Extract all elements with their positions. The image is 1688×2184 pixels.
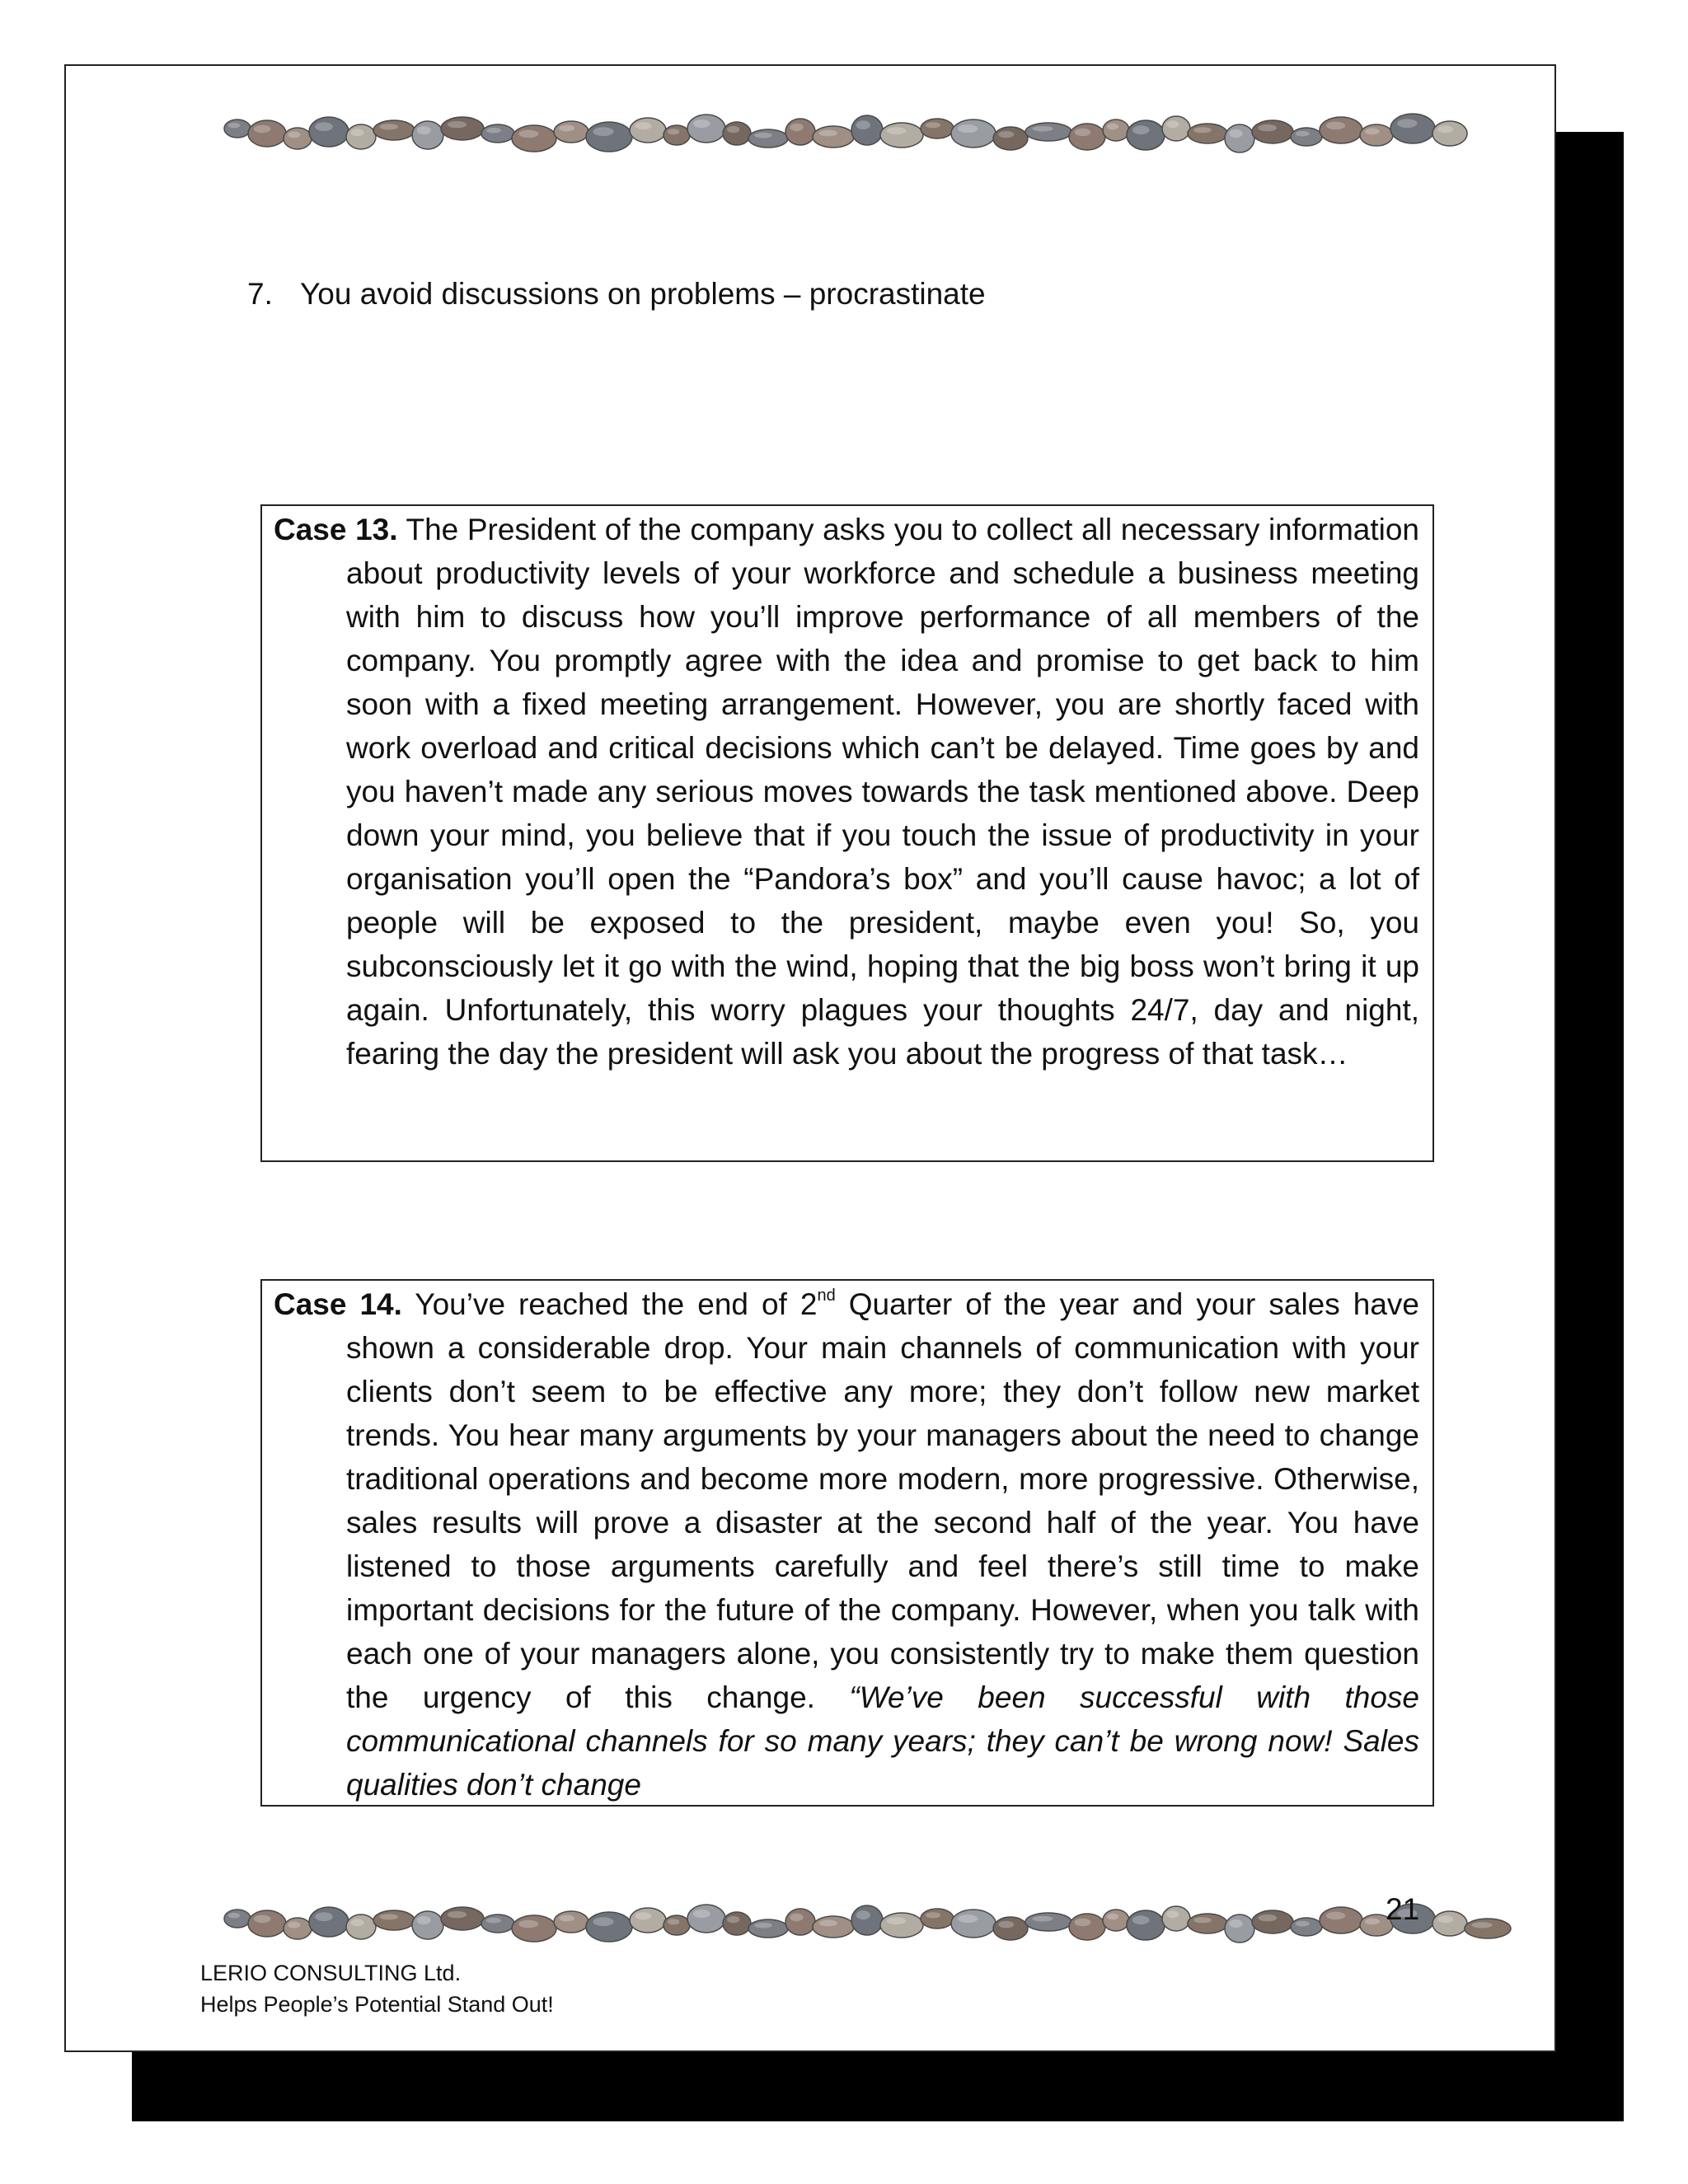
list-item-number: 7. [247, 277, 273, 311]
pebble-highlight [635, 1912, 652, 1919]
pebble [284, 128, 312, 149]
pebble [1432, 121, 1467, 146]
pebble-highlight [1437, 1915, 1453, 1923]
pebble-highlight [1259, 124, 1278, 131]
pebble-highlight [380, 124, 399, 129]
pebble [663, 1915, 690, 1935]
pebble-border-bottom [206, 1889, 1525, 1955]
pebble [441, 117, 484, 140]
pebble [1225, 124, 1254, 152]
pebble [1225, 1915, 1254, 1943]
document-page [64, 64, 1556, 2052]
pebble-highlight [1166, 1910, 1179, 1918]
pebble [1465, 1919, 1511, 1938]
pebble-highlight [315, 122, 333, 131]
pebble [224, 120, 251, 138]
pebble-highlight [228, 123, 240, 129]
pebble-highlight [1229, 129, 1242, 138]
pebble [481, 124, 514, 143]
pebble-highlight [1397, 119, 1417, 128]
pebble [1432, 1911, 1467, 1936]
pebble [1103, 120, 1129, 141]
pebble [1390, 114, 1435, 143]
pebble [1188, 124, 1227, 143]
pebble [554, 1911, 588, 1933]
pebble-highlight [856, 120, 870, 129]
footer-company: LERIO CONSULTING Ltd. [200, 1961, 462, 1985]
pebble [1188, 1914, 1227, 1933]
pebble-highlight [668, 129, 679, 134]
pebble-highlight [754, 133, 772, 138]
pebble [412, 1911, 443, 1939]
case-14-text-middle: Quarter of the year and your sales have shown a considerable drop. Your main channels of communication with your clients don’t seem to be effective any more; they don’t follow new market trends. You hear many arguments by your managers about the need to change traditional operations and become more modern, more progressive. Otherwise, sales results will prove a disaster at the second half of the year. You have listened to those arguments carefully and feel there’s still time to make important decisions for the future of the company. However, when you talk with each one of your managers alone, you consistently try to make them question the urgency of this change. [346, 1287, 1420, 1714]
pebble-highlight [1032, 1916, 1053, 1922]
pebble-highlight [254, 125, 271, 134]
pebble-highlight [1132, 1915, 1150, 1924]
pebble [851, 1905, 883, 1935]
pebble-highlight [448, 1911, 467, 1918]
pebble [1162, 1906, 1190, 1931]
pebble-highlight [754, 1923, 772, 1929]
pebble-highlight [819, 130, 838, 137]
pebble-highlight [380, 1914, 399, 1919]
pebble [284, 1918, 312, 1939]
list-item-text: You avoid discussions on problems – procrastinate [300, 277, 986, 311]
pebble-highlight [350, 1919, 363, 1926]
pebble [309, 1907, 349, 1937]
pebble-highlight [486, 1918, 501, 1924]
case-14-paragraph [274, 1282, 1419, 1807]
case-14-quote: “We’ve been successful with those communicational channels for so many years; they can’t be wrong now! Sales qualities don’t change [346, 1680, 1419, 1802]
pebble [851, 115, 883, 145]
pebble-highlight [1437, 125, 1453, 133]
pebble-highlight [350, 129, 363, 136]
pebble-highlight [1326, 1912, 1345, 1920]
page-number: 21 [1386, 1892, 1420, 1926]
pebble [785, 1909, 815, 1935]
pebble [785, 119, 815, 145]
pebble-highlight [1229, 1919, 1242, 1928]
pebble [1162, 116, 1190, 141]
pebble-highlight [693, 120, 710, 128]
pebble [813, 126, 854, 148]
pebble-highlight [926, 1912, 940, 1918]
pebble-highlight [1296, 131, 1310, 137]
pebble-highlight [958, 124, 978, 133]
pebble-highlight [1259, 1915, 1278, 1921]
pebble-highlight [1193, 127, 1212, 133]
pebble [1025, 123, 1071, 141]
pebble-highlight [856, 1910, 870, 1919]
pebble-highlight [1326, 122, 1345, 130]
pebble-highlight [593, 1917, 613, 1926]
pebble [1025, 1913, 1071, 1931]
pebble [663, 125, 690, 145]
pebble-highlight [668, 1919, 679, 1924]
pebble-highlight [1193, 1917, 1212, 1923]
pebble-highlight [887, 127, 906, 134]
pebble [1127, 1910, 1165, 1940]
pebble-highlight [819, 1920, 838, 1927]
pebble [723, 1912, 751, 1935]
pebble-highlight [790, 124, 803, 132]
pebble [373, 120, 415, 140]
pebble-highlight [1107, 1914, 1118, 1920]
pebble [481, 1915, 514, 1933]
pebble-highlight [518, 1920, 538, 1929]
pebble [512, 125, 556, 152]
pebble-highlight [1365, 129, 1380, 135]
case-13-label: Case 13. [274, 513, 398, 546]
pebble-highlight [727, 1916, 739, 1923]
pebble [373, 1910, 415, 1930]
pebble-highlight [1296, 1921, 1310, 1927]
pebble [921, 1909, 954, 1929]
pebble-highlight [254, 1915, 271, 1924]
pebble-highlight [228, 1913, 240, 1919]
pebble-highlight [1365, 1919, 1380, 1925]
pebble [748, 1919, 788, 1938]
pebble-highlight [559, 125, 574, 132]
pebble-highlight [417, 1916, 431, 1924]
case-13-text: The President of the company asks you to collect all necessary information about productivity levels of your workforce and schedule a business meeting with him to discuss how you’ll improve performance of all members of the company. You promptly agree with the idea and promise to get back to him soon with a fixed meeting arrangement. However, you are shortly faced with work overload and critical decisions which can’t be delayed. Time goes by and you haven’t made any serious moves towards the task mentioned above. Deep down your mind, you believe that if you touch the issue of productivity in your organisation you’ll open the “Pandora’s box” and you’ll cause havoc; a lot of people will be exposed to the president, maybe even you! So, you subconsciously let it go with the wind, hoping that the big boss won’t bring it up again. Unfortunately, this worry plagues your thoughts 24/7, day and night, fearing the day the president will ask you about the progress of that task… [346, 513, 1419, 1071]
pebble-highlight [315, 1912, 333, 1921]
pebble-highlight [1166, 120, 1179, 128]
pebble [248, 120, 286, 147]
pebble [1069, 1914, 1105, 1940]
pebble [748, 129, 788, 148]
case-13-box [260, 504, 1434, 1162]
pebble-highlight [1107, 124, 1118, 130]
pebble-highlight [998, 1921, 1014, 1928]
pebble [1127, 120, 1165, 150]
pebble [1320, 117, 1362, 143]
case-14-label: Case 14. [274, 1287, 402, 1321]
pebble [441, 1907, 484, 1930]
pebble [224, 1910, 251, 1928]
pebble [880, 1913, 923, 1938]
pebble [1103, 1910, 1129, 1931]
pebble-highlight [593, 127, 613, 136]
list-item-7 [247, 276, 986, 312]
pebble [687, 115, 725, 143]
pebble [951, 1910, 996, 1938]
pebble [880, 123, 923, 148]
pebble [512, 1915, 556, 1942]
pebble [586, 122, 632, 152]
pebble-highlight [887, 1917, 906, 1924]
pebble [1252, 120, 1293, 143]
pebble-highlight [518, 130, 538, 138]
pebble-highlight [693, 1910, 710, 1918]
pebble-highlight [486, 128, 501, 134]
pebble [346, 1915, 376, 1939]
pebble-highlight [417, 126, 431, 134]
pebble [1360, 124, 1393, 146]
pebble [1291, 128, 1322, 146]
pebble [993, 127, 1028, 150]
pebble-highlight [958, 1915, 978, 1923]
pebble [630, 1908, 666, 1933]
pebble-highlight [1075, 1919, 1091, 1927]
pebble-highlight [448, 121, 467, 128]
case-14-superscript: nd [817, 1286, 836, 1305]
pebble [248, 1910, 286, 1937]
pebble [813, 1916, 854, 1938]
pebble [346, 124, 376, 149]
pebble [993, 1917, 1028, 1940]
pebble [687, 1905, 725, 1933]
pebble-highlight [1075, 129, 1091, 137]
pebble [951, 120, 996, 148]
pebble-highlight [790, 1914, 803, 1922]
pebble-highlight [288, 1922, 300, 1929]
footer [200, 1957, 554, 2020]
footer-tagline: Helps People’s Potential Stand Out! [200, 1992, 554, 2017]
pebble [586, 1912, 632, 1942]
pebble [921, 119, 954, 138]
pebble-highlight [288, 132, 300, 138]
pebble-highlight [1471, 1922, 1492, 1928]
pebble-highlight [1032, 126, 1053, 132]
pebble [1252, 1910, 1293, 1933]
pebble [630, 118, 666, 143]
case-14-box [260, 1279, 1434, 1807]
pebble-highlight [1132, 125, 1150, 134]
pebble-highlight [635, 122, 652, 129]
pebble [1291, 1918, 1322, 1936]
pebble [554, 121, 588, 143]
pebble [309, 117, 349, 147]
case-14-text-start: You’ve reached the end of 2 [415, 1287, 818, 1321]
case-13-paragraph [274, 508, 1419, 1076]
pebble-highlight [559, 1915, 574, 1922]
pebble [412, 121, 443, 149]
pebble-border-top [206, 99, 1475, 165]
pebble-highlight [926, 122, 940, 128]
pebble [1069, 124, 1105, 150]
pebble-highlight [727, 126, 739, 133]
pebble [723, 122, 751, 145]
pebble-highlight [998, 131, 1014, 138]
pebble [1320, 1907, 1362, 1933]
